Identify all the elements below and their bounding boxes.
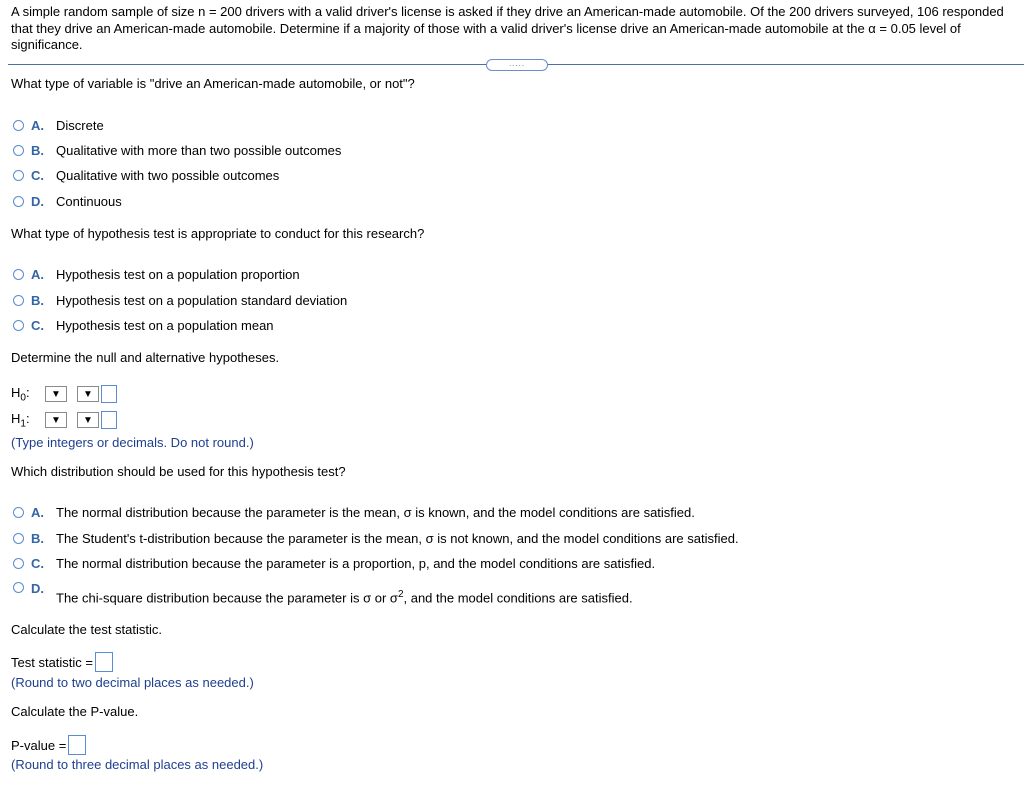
p-value-input[interactable] — [68, 735, 86, 755]
h1-value-input[interactable] — [101, 411, 117, 429]
q1-option-d[interactable]: D. Continuous — [13, 193, 122, 209]
test-statistic-hint: (Round to two decimal places as needed.) — [11, 675, 254, 690]
q4-option-d-text: The chi-square distribution because the parameter is σ or $\sigma^2$, and the model conditions are satisfied. — [56, 589, 633, 606]
hypotheses-hint: (Type integers or decimals. Do not round.) — [11, 435, 254, 450]
q1-option-b[interactable]: B. Qualitative with more than two possible outcomes — [13, 142, 341, 158]
question-p-value: Calculate the P-value. — [11, 704, 139, 719]
q1-option-c[interactable]: C. Qualitative with two possible outcomes — [13, 167, 279, 183]
null-hypothesis-row — [11, 384, 117, 404]
h1-parameter-dropdown[interactable]: ▼ — [45, 412, 67, 428]
test-statistic-input[interactable] — [95, 652, 113, 672]
radio-button[interactable] — [13, 295, 24, 306]
p-value-row: P-value = — [11, 735, 86, 755]
question-hypotheses: Determine the null and alternative hypotheses. — [11, 350, 280, 365]
radio-button[interactable] — [13, 582, 24, 593]
show-more-button[interactable]: ..... — [486, 59, 548, 71]
radio-button[interactable] — [13, 507, 24, 518]
q4-option-d[interactable]: D. The chi-square distribution because the parameter is σ or $\sigma^2$, and the model conditions are satisfied. — [13, 580, 633, 606]
question-variable-type: What type of variable is "drive an American-made automobile, or not"? — [11, 76, 415, 91]
radio-button[interactable] — [13, 533, 24, 544]
alt-hypothesis-row — [11, 410, 117, 430]
question-test-statistic: Calculate the test statistic. — [11, 622, 163, 637]
q4-option-c[interactable]: C. The normal distribution because the parameter is a proportion, p, and the model conditions are satisfied. — [13, 555, 655, 571]
radio-button[interactable] — [13, 558, 24, 569]
q2-option-c[interactable]: C. Hypothesis test on a population mean — [13, 317, 274, 333]
h0-label: $H_0$: — [11, 384, 30, 404]
question-distribution: Which distribution should be used for this hypothesis test? — [11, 464, 346, 479]
h0-value-input[interactable] — [101, 385, 117, 403]
test-statistic-row: Test statistic = — [11, 652, 113, 672]
h1-operator-dropdown[interactable]: ▼ — [77, 412, 99, 428]
radio-button[interactable] — [13, 120, 24, 131]
h0-operator-dropdown[interactable]: ▼ — [77, 386, 99, 402]
h1-label: $H_1$: — [11, 410, 30, 430]
q4-option-b[interactable]: B. The Student's t-distribution because the parameter is the mean, σ is not known, and the model conditions are satisfied. — [13, 530, 739, 546]
q2-option-b[interactable]: B. Hypothesis test on a population standard deviation — [13, 292, 347, 308]
radio-button[interactable] — [13, 320, 24, 331]
q1-option-a[interactable]: A. Discrete — [13, 117, 104, 133]
p-value-hint: (Round to three decimal places as needed.) — [11, 757, 264, 772]
h0-parameter-dropdown[interactable]: ▼ — [45, 386, 67, 402]
radio-button[interactable] — [13, 269, 24, 280]
question-test-type: What type of hypothesis test is appropriate to conduct for this research? — [11, 226, 425, 241]
problem-statement: A simple random sample of size n = 200 drivers with a valid driver's license is asked if they drive an American-made automobile. Of the 200 drivers surveyed, 106 responded that they drive an American-made automobile. Determine if a majority of those with a valid driver's license drive an American-made automobile at the α = 0.05 level of significance. — [11, 4, 1004, 52]
radio-button[interactable] — [13, 196, 24, 207]
q4-option-a[interactable]: A. The normal distribution because the parameter is the mean, σ is known, and the model conditions are satisfied. — [13, 504, 695, 520]
q2-option-a[interactable]: A. Hypothesis test on a population proportion — [13, 266, 300, 282]
radio-button[interactable] — [13, 145, 24, 156]
radio-button[interactable] — [13, 170, 24, 181]
